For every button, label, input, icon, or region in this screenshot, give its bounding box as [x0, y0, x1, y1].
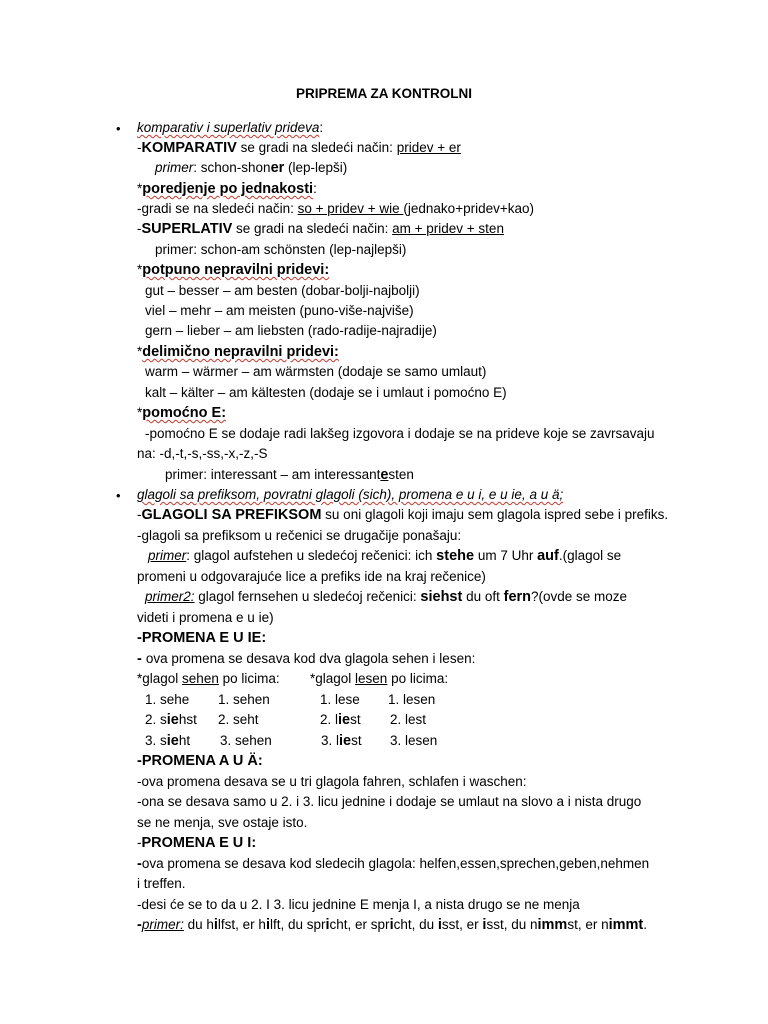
promena-a-ae-line-2: -ona se desava samo u 2. i 3. licu jednine i dodaje se umlaut na slovo a i nista drugo	[137, 794, 642, 809]
primer-2-line: primer2: glagol fernsehen u sledećoj rečenici: siehst du oft fern?(ovde se moze	[145, 589, 628, 605]
promena-a-ae-line-1: -ova promena desava se u tri glagola fahren, schlafen i waschen:	[137, 774, 527, 789]
poredjenje-heading: *poredjenje po jednakosti:	[137, 181, 317, 197]
primer-1-line: primer: glagol aufstehen u sledećoj rečenici: ich stehe um 7 Uhr auf.(glagol se	[148, 548, 622, 564]
lesen-singular-2: 2. liest	[320, 712, 361, 728]
section-2-heading: glagoli sa prefiksom, povratni glagoli (sich), promena e u i, e u ie, a u ä;	[137, 487, 564, 502]
poredjenje-rule: -gradi se na sledeći način: so + pridev + wie (jednako+pridev+kao)	[137, 201, 534, 216]
bullet-1: •	[116, 121, 121, 136]
promena-e-i-line-2: i treffen.	[137, 876, 186, 891]
sehen-singular-1: 1. sehe	[145, 692, 190, 707]
lesen-plural-2: 2. lest	[390, 712, 427, 727]
pomocno-line-1: -pomoćno E se dodaje radi lakšeg izgovora i dodaje se na prideve koje se zavrsavaju	[145, 426, 655, 441]
sehen-plural-1: 1. sehen	[218, 692, 270, 707]
delimicno-heading: *delimično nepravilni pridevi:	[137, 344, 339, 360]
bullet-2: •	[116, 488, 121, 503]
promena-e-i-line-3: -desi će se to da u 2. I 3. licu jednine E menja I, a nista drugo se ne menja	[137, 897, 580, 912]
promena-e-i-example: -primer: du hilfst, er hilft, du spricht, er spricht, du isst, er isst, du nimmst, er nimmt.	[137, 917, 647, 933]
primer-1-line-2: promeni u odgovarajuće lice a prefiks ide na kraj rečenice)	[137, 569, 486, 584]
glagoli-prefiks-line-2: -glagoli sa prefiksom u rečenici se drugačije ponašaju:	[137, 528, 462, 543]
sehen-plural-2: 2. seht	[218, 712, 259, 727]
pomocno-primer: primer: interessant – am interessantesten	[165, 467, 414, 483]
page-title: PRIPREMA ZA KONTROLNI	[296, 86, 472, 101]
lesen-singular-3: 3. liest	[321, 733, 362, 749]
potpuno-line-3: gern – lieber – am liebsten (rado-radije-najradije)	[145, 323, 437, 338]
komparativ-line: -KOMPARATIV se gradi na sledeći način: pridev + er	[137, 140, 461, 156]
lesen-plural-3: 3. lesen	[390, 733, 438, 748]
superlativ-line: -SUPERLATIV se gradi na sledeći način: am + pridev + sten	[137, 221, 504, 237]
promena-e-i-heading: -PROMENA E U I:	[137, 835, 257, 851]
sehen-singular-3: 3. sieht	[145, 733, 191, 749]
lesen-heading: *glagol lesen po licima:	[310, 671, 449, 686]
primer-2-line-2: videti i promena e u ie)	[137, 610, 274, 625]
promena-e-i-line-1: -ova promena se desava kod sledecih glagola: helfen,essen,sprechen,geben,nehmen	[137, 856, 650, 872]
promena-e-ie-heading: -PROMENA E U IE:	[137, 630, 267, 646]
potpuno-heading: *potpuno nepravilni pridevi:	[137, 262, 330, 278]
sehen-singular-2: 2. siehst	[145, 712, 197, 728]
sehen-heading: *glagol sehen po licima:	[137, 671, 280, 686]
lesen-singular-1: 1. lese	[320, 692, 360, 707]
potpuno-line-1: gut – besser – am besten (dobar-bolji-najbolji)	[145, 283, 420, 298]
potpuno-line-2: viel – mehr – am meisten (puno-više-najviše)	[145, 303, 414, 318]
pomocno-heading: *pomoćno E:	[137, 405, 227, 421]
delimicno-line-2: kalt – kälter – am kältesten (dodaje se i umlaut i pomoćno E)	[145, 385, 507, 400]
lesen-plural-1: 1. lesen	[388, 692, 436, 707]
superlativ-primer: primer: schon-am schönsten (lep-najlepši)	[155, 242, 407, 257]
glagoli-prefiks-line: -GLAGOLI SA PREFIKSOM su oni glagoli koji imaju sem glagola ispred sebe i prefiks.	[137, 507, 669, 523]
sehen-plural-3: 3. sehen	[220, 733, 272, 748]
pomocno-line-2: na: -d,-t,-s,-ss,-x,-z,-S	[137, 446, 268, 461]
promena-a-ae-heading: -PROMENA A U Ä:	[137, 753, 263, 769]
promena-e-ie-text: - ova promena se desava kod dva glagola sehen i lesen:	[137, 651, 476, 667]
komparativ-primer: primer: schon-shoner (lep-lepši)	[155, 160, 348, 176]
promena-a-ae-line-3: se ne menja, sve ostaje isto.	[137, 815, 308, 830]
section-1-heading: komparativ i superlativ prideva:	[137, 120, 324, 135]
delimicno-line-1: warm – wärmer – am wärmsten (dodaje se samo umlaut)	[145, 364, 487, 379]
